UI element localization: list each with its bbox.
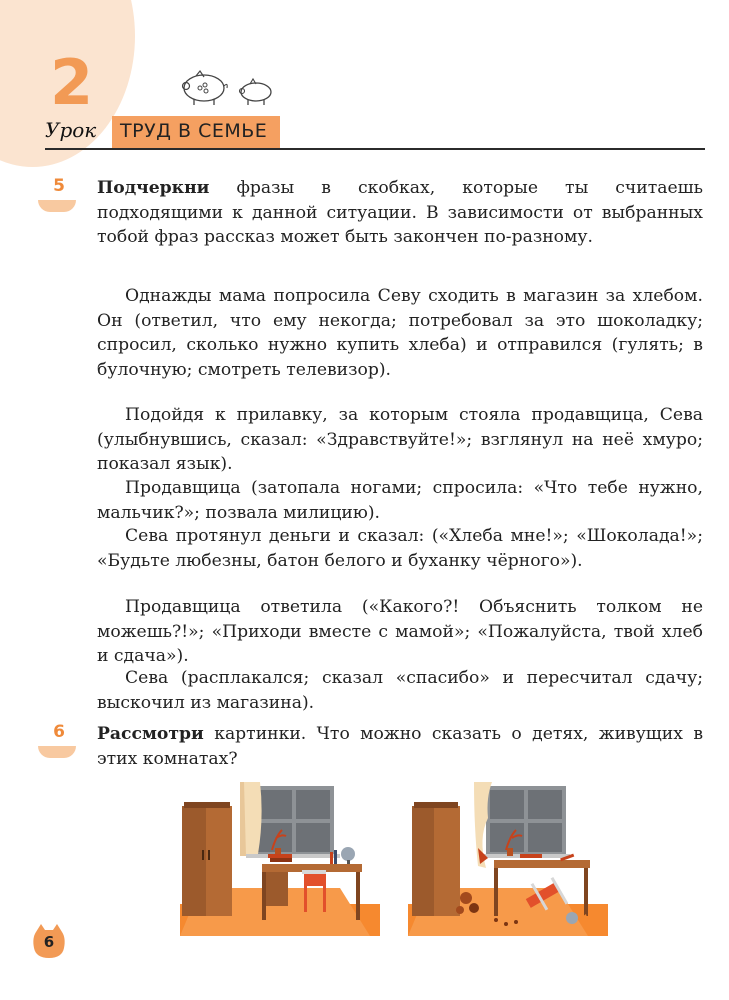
page-number: 6 <box>43 933 55 951</box>
tidy-room-illustration <box>180 778 380 938</box>
title-divider <box>45 148 705 150</box>
task-5-marker <box>38 200 76 212</box>
task-6-instruction <box>97 722 703 771</box>
story-paragraph: Сева протянул деньги и сказал: («Хлеба мне!»; «Шоколада!»; «Будьте любезны, батон белого и буханку чёрного»). <box>97 526 703 571</box>
lesson-label: Урок <box>45 118 97 142</box>
story-paragraph: Сева (расплакался; сказал «спасибо» и пересчитал сдачу; выскочил из магазина). <box>97 668 703 713</box>
task-5-instruction <box>97 176 703 250</box>
messy-room-illustration <box>408 778 608 938</box>
task-5-instruction-text: фразы в скобках, которые ты считаешь подходящими к данной ситуации. В зависимости от выбранных тобой фраз рассказ может быть закончен по-разному. <box>97 178 703 248</box>
lesson-number: 2 <box>50 46 94 119</box>
story-paragraph: Подойдя к прилавку, за которым стояла продавщица, Сева (улыбнувшись, сказал: «Здравствуйте!»; взглянул на неё хмуро; показал язык). <box>97 405 703 475</box>
story-paragraph: Однажды мама попросила Севу сходить в магазин за хлебом. Он (ответил, что ему некогда; потребовал за это шоколадку; спросил, сколько нужно купить хлеба) и отправился (гулять; в булочную; смотреть телевизор). <box>97 286 703 380</box>
piggy-bank-icon <box>178 68 278 108</box>
task-6-marker <box>38 746 76 758</box>
page-title: ТРУД В СЕМЬЕ <box>120 120 268 142</box>
story-paragraph: Продавщица (затопала ногами; спросила: «Что тебе нужно, мальчик?»; позвала милицию). <box>97 478 703 523</box>
task-6-verb: Рассмотри <box>97 724 204 744</box>
story-paragraph: Продавщица ответила («Какого?! Объяснить толком не можешь?!»; «Приходи вместе с мамой»; «Пожалуйста, твой хлеб и сдача»). <box>97 597 703 667</box>
task-5-number: 5 <box>53 176 65 196</box>
task-6-number: 6 <box>53 722 65 742</box>
task-6-instruction-text: картинки. Что можно сказать о детях, живущих в этих комнатах? <box>97 724 703 769</box>
task-5-verb: Подчеркни <box>97 178 210 198</box>
